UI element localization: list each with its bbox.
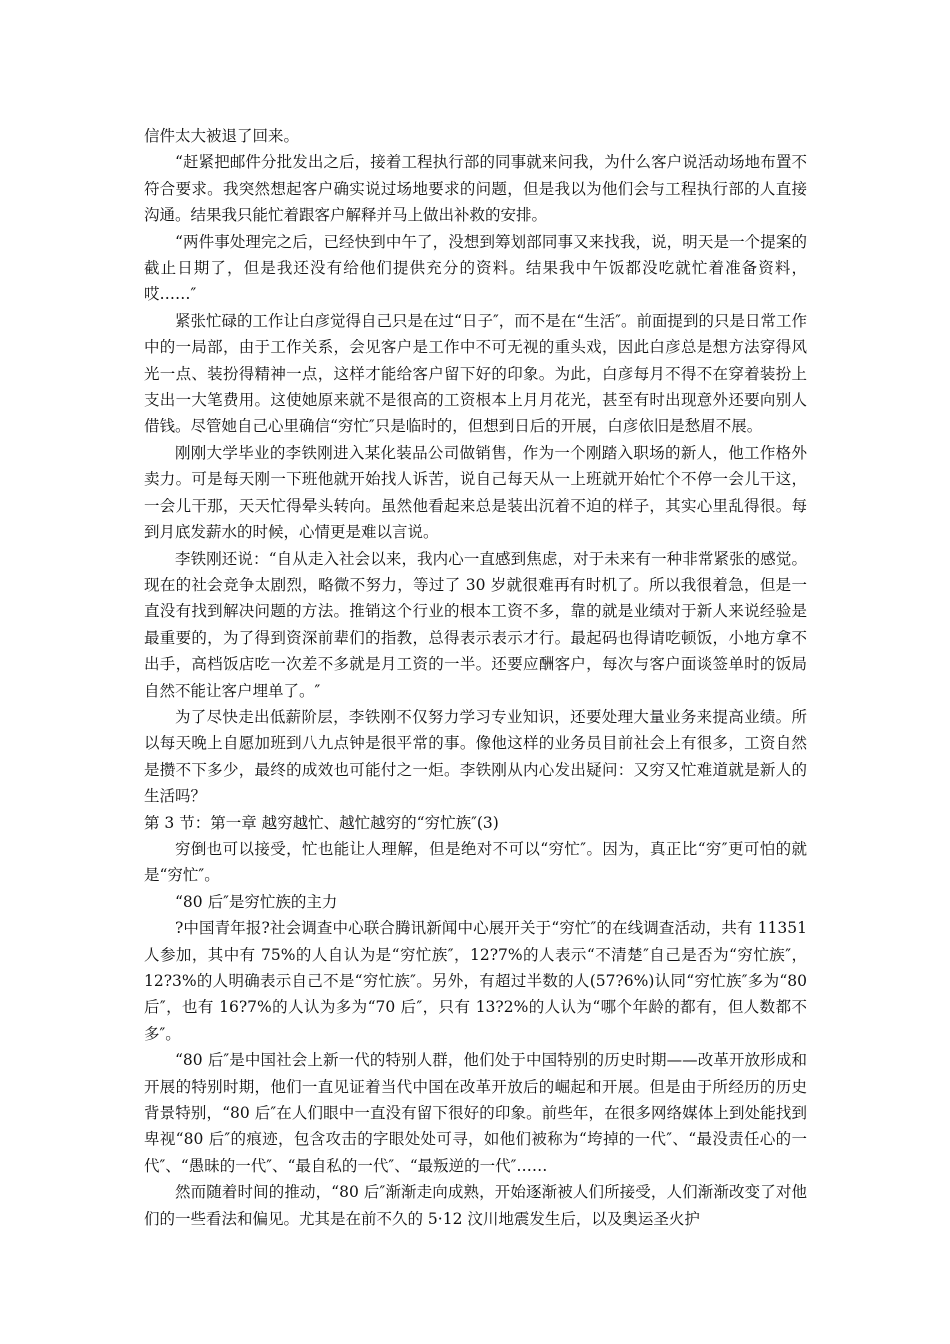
paragraph: 信件太大被退了回来。: [144, 127, 300, 145]
paragraph: ?中国青年报?社会调查中心联合腾讯新闻中心展开关于“穷忙″的在线调查活动，共有 11351 人参加，其中有 75%的人自认为是“穷忙族″，12?7%的人表示“不清楚″自己是否为“穷忙族″，12?3%的人明确表示自己不是“穷忙族″。另外，有超过半数的人(57?6%)认同“穷忙族″多为“80 后″，也有 16?7%的人认为多为“70 后″，只有 13?2%的人认为“哪个年龄的都有，但人数都不多″。: [144, 919, 807, 1043]
paragraph: “赶紧把邮件分批发出之后，接着工程执行部的同事就来问我，为什么客户说活动场地布置不符合要求。我突然想起客户确实说过场地要求的问题，但是我以为他们会与工程执行部的人直接沟通。结果我只能忙着跟客户解释并马上做出补救的安排。: [144, 153, 807, 225]
paragraph: 然而随着时间的推动，“80 后″渐渐走向成熟，开始逐渐被人们所接受，人们渐渐改变了对他们的一些看法和偏见。尤其是在前不久的 5·12 汶川地震发生后，以及奥运圣火护: [144, 1183, 807, 1228]
paragraph: 李铁刚还说：“自从走入社会以来，我内心一直感到焦虑，对于未来有一种非常紧张的感觉。现在的社会竞争太剧烈，略微不努力，等过了 30 岁就很难再有时机了。所以我很着急，但是一直没有找到解决问题的方法。推销这个行业的根本工资不多，靠的就是业绩对于新人来说经验是最重要的，为了得到资深前辈们的指教，总得表示表示才行。最起码也得请吃顿饭，小地方拿不出手，高档饭店吃一次差不多就是月工资的一半。还要应酬客户，每次与客户面谈签单时的饭局自然不能让客户埋单了。″: [144, 549, 807, 700]
paragraph: 刚刚大学毕业的李铁刚进入某化装品公司做销售，作为一个刚踏入职场的新人，他工作格外卖力。可是每天刚一下班他就开始找人诉苦，说自己每天从一上班就开始忙个不停一会儿干这，一会儿干那，天天忙得晕头转向。虽然他看起来总是装出沉着不迫的样子，其实心里乱得很。每到月底发薪水的时候，心情更是难以言说。: [144, 443, 807, 542]
document-page: [144, 123, 807, 1232]
section-heading: 第 3 节：第一章 越穷越忙、越忙越穷的“穷忙族″(3): [144, 813, 499, 832]
paragraph: “80 后″是中国社会上新一代的特别人群，他们处于中国特别的历史时期——改革开放形成和开展的特别时期，他们一直见证着当代中国在改革开放后的崛起和开展。但是由于所经历的历史背景特别，“80 后″在人们眼中一直没有留下很好的印象。前些年，在很多网络媒体上到处能找到卑视“80 后″的痕迹，包含攻击的字眼处处可寻，如他们被称为“垮掉的一代″、“最没责任心的一代″、“愚昧的一代″、“最自私的一代″、“最叛逆的一代″……: [144, 1051, 807, 1175]
paragraph: 紧张忙碌的工作让白彦觉得自己只是在过“日子″，而不是在“生活″。前面提到的只是日常工作中的一局部，由于工作关系，会见客户是工作中不可无视的重头戏，因此白彦总是想方法穿得风光一点、装扮得精神一点，这样才能给客户留下好的印象。为此，白彦每月不得不在穿着装扮上支出一大笔费用。这使她原来就不是很高的工资根本上月月花光，甚至有时出现意外还要向别人借钱。尽管她自己心里确信“穷忙″只是临时的，但想到日后的开展，白彦依旧是愁眉不展。: [144, 311, 807, 436]
paragraph: “两件事处理完之后，已经快到中午了，没想到筹划部同事又来找我，说，明天是一个提案的截止日期了，但是我还没有给他们提供充分的资料。结果我中午饭都没吃就忙着准备资料，哎……″: [144, 232, 807, 304]
paragraph: 为了尽快走出低薪阶层，李铁刚不仅努力学习专业知识，还要处理大量业务来提高业绩。所以每天晚上自愿加班到八九点钟是很平常的事。像他这样的业务员目前社会上有很多，工资自然是攒不下多少，最终的成效也可能付之一炬。李铁刚从内心发出疑问：又穷又忙难道就是新人的生活吗？: [144, 707, 807, 806]
paragraph: 穷倒也可以接受，忙也能让人理解，但是绝对不可以“穷忙″。因为，真正比“穷″更可怕的就是“穷忙″。: [144, 839, 807, 885]
subheading: “80 后″是穷忙族的主力: [175, 892, 338, 911]
